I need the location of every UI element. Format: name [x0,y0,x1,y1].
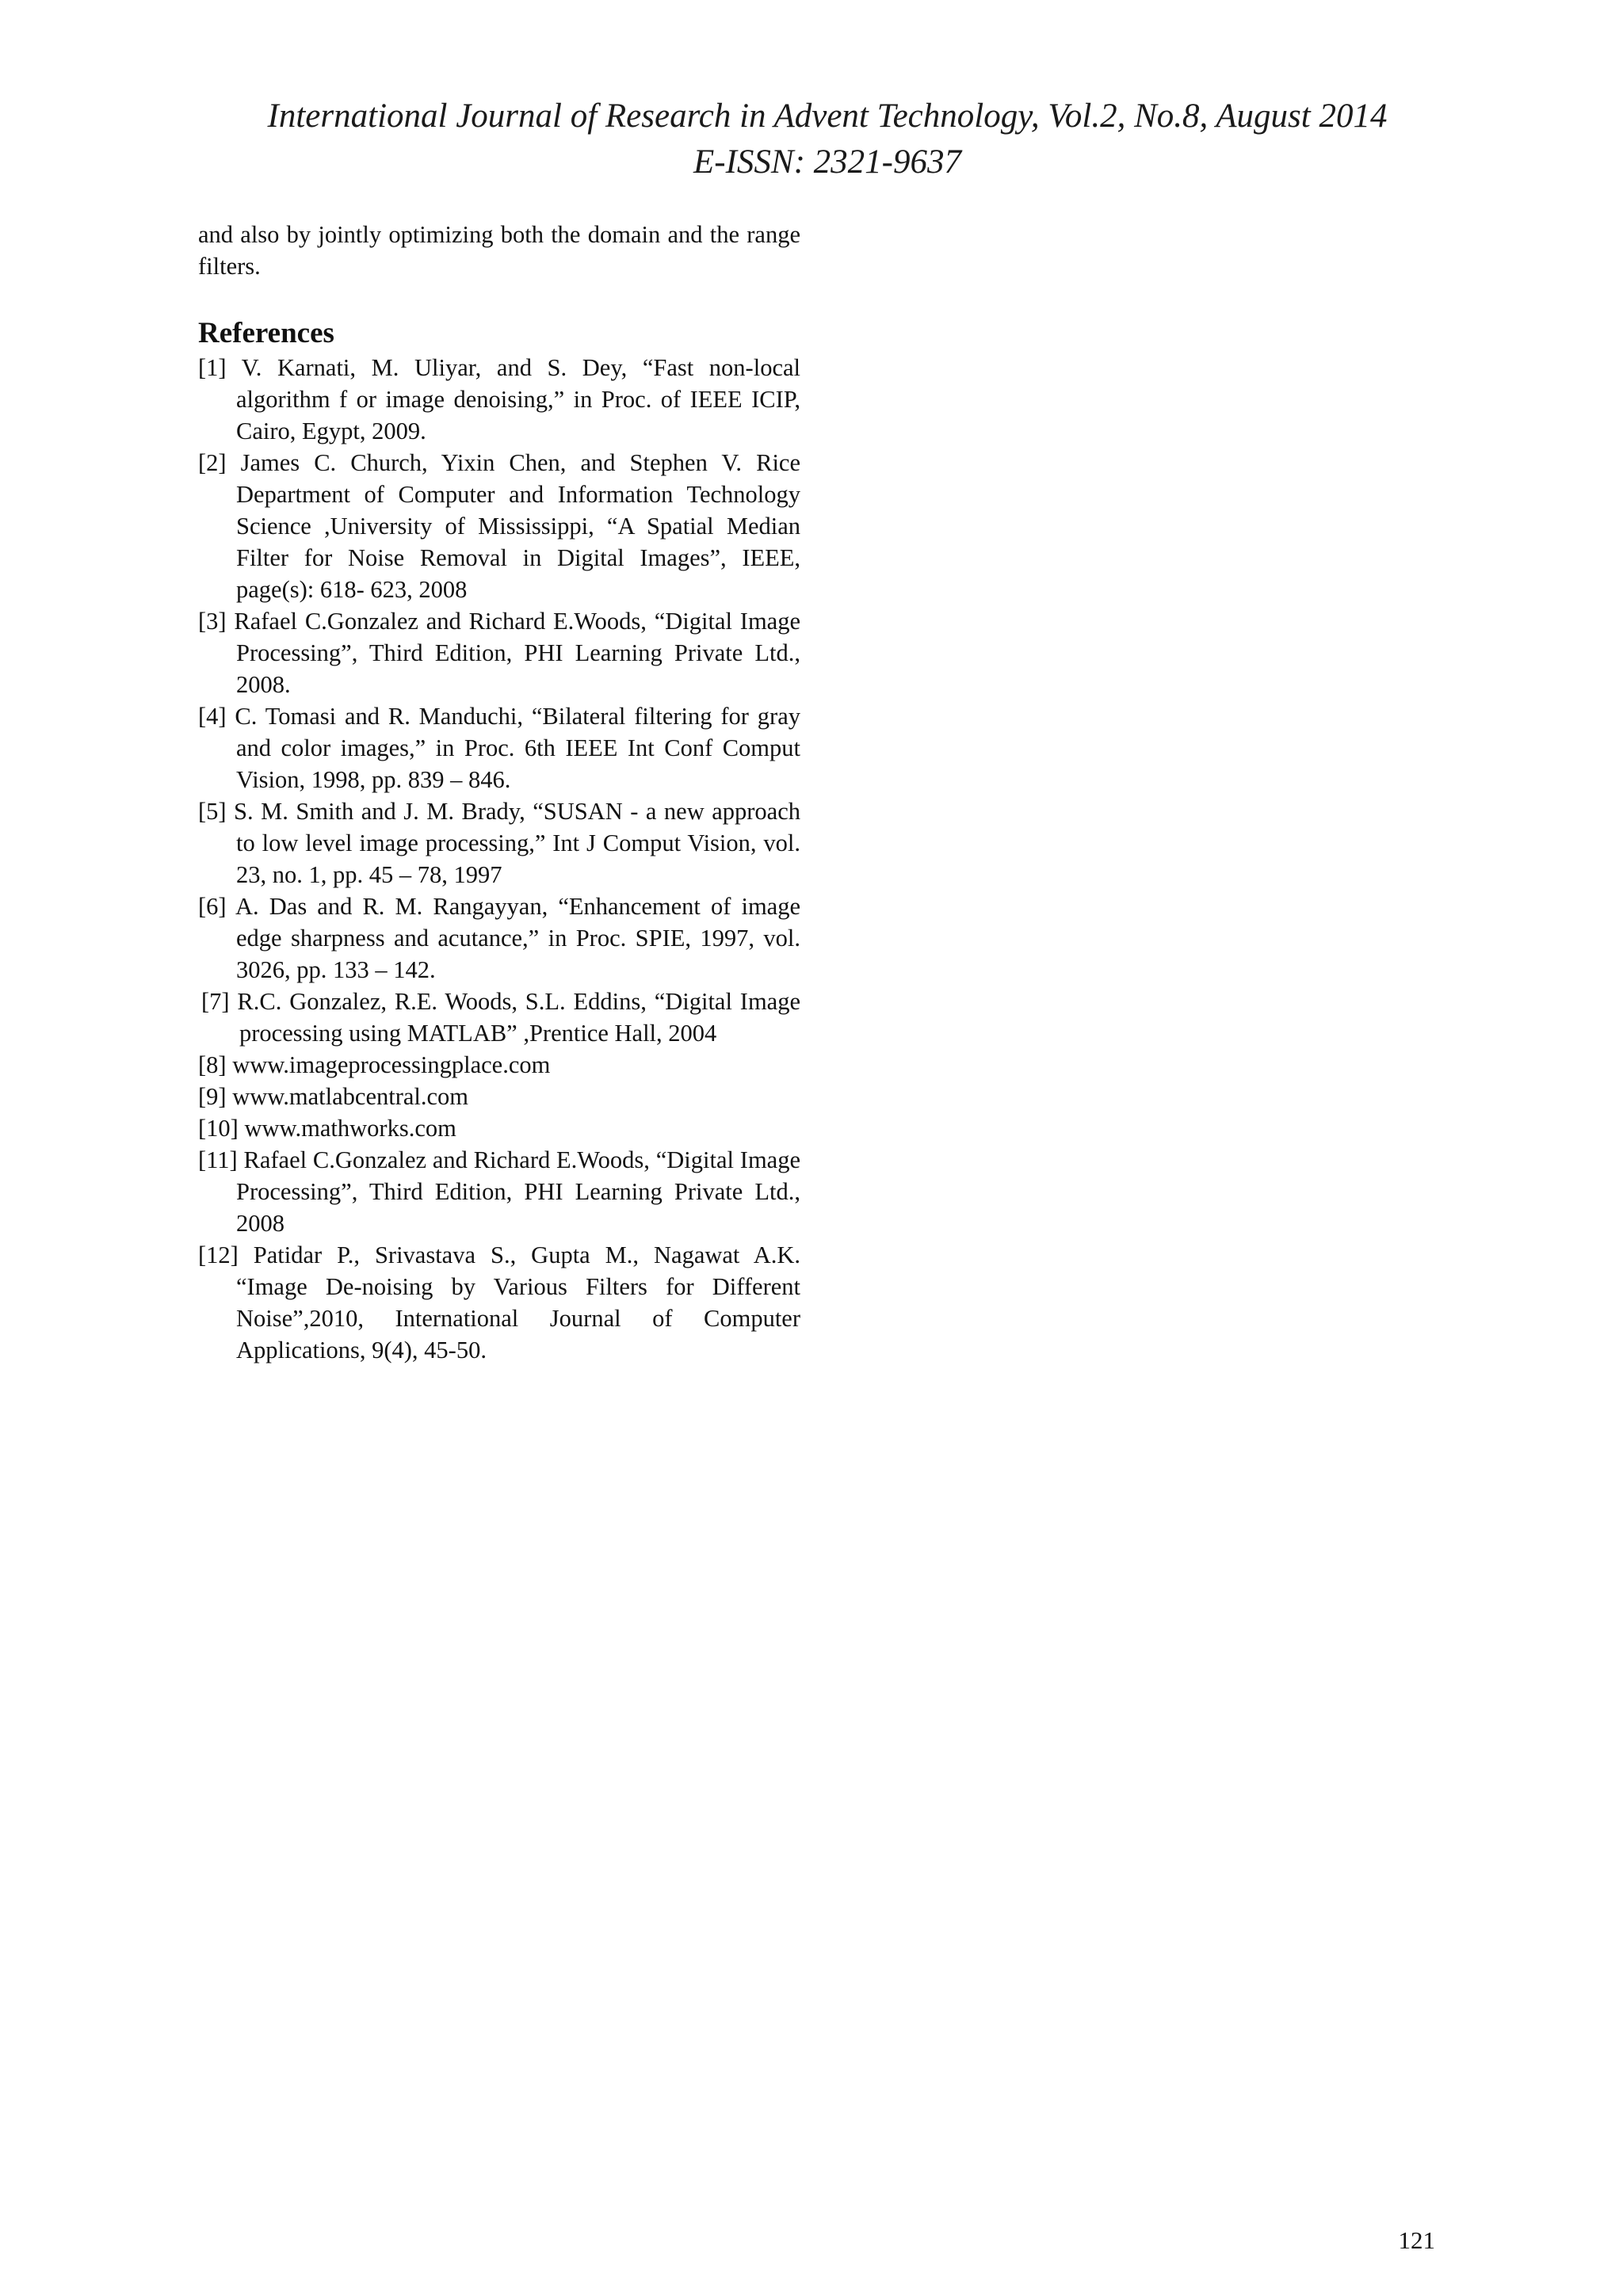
left-column [198,219,800,1366]
reference-item: [3] Rafael C.Gonzalez and Richard E.Woods, “Digital Image Processing”, Third Edition, PHI Learning Private Ltd., 2008. [198,608,800,698]
journal-title: International Journal of Research in Advent Technology, Vol.2, No.8, August 2014 [267,97,1388,135]
references-heading: References [198,317,334,349]
reference-item: [1] V. Karnati, M. Uliyar, and S. Dey, “Fast non-local algorithm f or image denoising,” in Proc. of IEEE ICIP, Cairo, Egypt, 2009. [198,354,800,444]
reference-item: [2] James C. Church, Yixin Chen, and Stephen V. Rice Department of Computer and Information Technology Science ,University of Mississippi, “A Spatial Median Filter for Noise Removal in Digital Images”, IEEE, page(s): 618- 623, 2008 [198,449,800,603]
running-header [0,93,1623,185]
reference-item: [9] www.matlabcentral.com [198,1083,469,1110]
reference-item: [6] A. Das and R. M. Rangayyan, “Enhancement of image edge sharpness and acutance,” in Proc. SPIE, 1997, vol. 3026, pp. 133 – 142. [198,893,800,983]
reference-item: [10] www.mathworks.com [198,1115,456,1142]
intro-paragraph: and also by jointly optimizing both the domain and the range filters. [198,221,800,280]
reference-item: [4] C. Tomasi and R. Manduchi, “Bilateral filtering for gray and color images,” in Proc. 6th IEEE Int Conf Comput Vision, 1998, pp. 839 – 846. [198,703,800,793]
reference-item: [5] S. M. Smith and J. M. Brady, “SUSAN - a new approach to low level image processing,” Int J Comput Vision, vol. 23, no. 1, pp. 45 – 78, 1997 [198,798,800,888]
reference-list [198,352,800,1366]
reference-item: [11] Rafael C.Gonzalez and Richard E.Woods, “Digital Image Processing”, Third Edition, PHI Learning Private Ltd., 2008 [198,1146,800,1237]
reference-item: [7] R.C. Gonzalez, R.E. Woods, S.L. Eddins, “Digital Image processing using MATLAB” ,Prentice Hall, 2004 [201,988,800,1047]
reference-item: [8] www.imageprocessingplace.com [198,1051,551,1078]
reference-item: [12] Patidar P., Srivastava S., Gupta M., Nagawat A.K. “Image De-noising by Various Filters for Different Noise”,2010, International Journal of Computer Applications, 9(4), 45-50. [198,1241,800,1363]
page-number: 121 [1398,2226,1435,2254]
journal-issn: E-ISSN: 2321-9637 [693,143,961,181]
